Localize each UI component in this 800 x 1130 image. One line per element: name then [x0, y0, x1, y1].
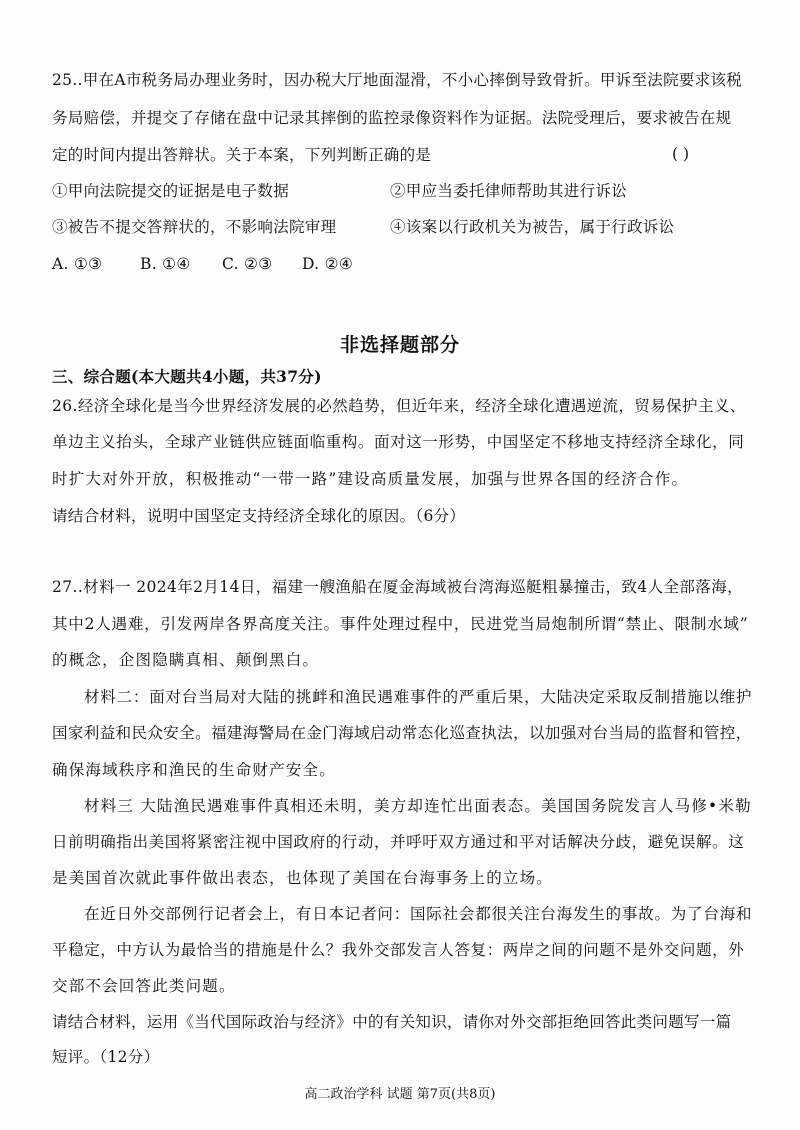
q26-line-3: 时扩大对外开放，积极推动“一带一路”建设高质量发展，加强与世界各国的经济合作。	[52, 470, 689, 488]
q25-option-2: ②甲应当委托律师帮助其进行诉讼	[390, 182, 628, 200]
q25-option-3: ③被告不提交答辩状的，不影响法院审理	[52, 218, 337, 236]
q27-question-line-1: 请结合材料，运用《当代国际政治与经济》中的有关知识，请你对外交部拒绝回答此类问题写一篇	[52, 1013, 732, 1031]
answer-bracket: ( )	[672, 145, 690, 163]
q27-para4-line-1: 在近日外交部例行记者会上，有日本记者问：国际社会都很关注台海发生的事故。为了台海和	[84, 905, 753, 923]
q27-para4-line-3: 交部不会回答此类问题。	[52, 977, 236, 995]
q26-question: 请结合材料，说明中国坚定支持经济全球化的原因。（6分）	[52, 507, 466, 525]
q27-material3-line-2: 日前明确指出美国将紧密注视中国政府的行动，并呼吁双方通过和平对话解决分歧，避免误解。这	[52, 833, 745, 851]
q27-material1-line-1: 27..材料一 2024年2月14日，福建一艘渔船在厦金海域被台湾海巡艇粗暴撞击，致4人全部落海，	[52, 578, 743, 596]
q27-material1-line-3: 的概念，企图隐瞒真相、颠倒黑白。	[52, 651, 320, 669]
q27-material2-line-1: 材料二：面对台当局对大陆的挑衅和渔民遇难事件的严重后果，大陆决定采取反制措施以维护	[84, 688, 753, 706]
q27-material3-line-3: 是美国首次就此事件做出表态，也体现了美国在台海事务上的立场。	[52, 869, 554, 887]
q27-material3-line-1: 材料三 大陆渔民遇难事件真相还未明，美方却连忙出面表态。美国国务院发言人马修•米勒	[84, 797, 752, 815]
q25-option-1: ①甲向法院提交的证据是电子数据	[52, 182, 290, 200]
q27-material2-line-3: 确保海域秩序和渔民的生命财产安全。	[52, 761, 336, 779]
q25-choice-c: C. ②③	[222, 255, 273, 273]
q26-line-2: 单边主义抬头，全球产业链供应链面临重构。面对这一形势，中国坚定不移地支持经济全球化，同	[52, 433, 745, 451]
section-title: 非选择题部分	[339, 334, 460, 356]
q27-question-line-2: 短评。（12分）	[52, 1048, 160, 1066]
q25-choice-d: D. ②④	[302, 255, 354, 273]
q27-material1-line-2: 其中2人遇难，引发两岸各界高度关注。事件处理过程中，民进党当局炮制所谓“禁止、限制水域”	[52, 615, 749, 633]
q26-line-1: 26.经济全球化是当今世界经济发展的必然趋势，但近年来，经济全球化遭遇逆流，贸易保护主义、	[52, 397, 746, 415]
q25-choice-a: A. ①③	[52, 255, 103, 273]
q25-line-1: 25..甲在A市税务局办理业务时，因办税大厅地面湿滑，不小心摔倒导致骨折。甲诉至法院要求该税	[52, 71, 743, 89]
page-footer: 高二政治学科 试题 第7页(共8页)	[304, 1087, 496, 1102]
q25-line-2: 务局赔偿，并提交了存储在盘中记录其摔倒的监控录像资料作为证据。法院受理后，要求被告在规	[52, 109, 732, 127]
q27-material2-line-2: 国家利益和民众安全。福建海警局在金门海域启动常态化巡查执法，以加强对台当局的监督和管控，	[52, 724, 752, 742]
q27-para4-line-2: 平稳定，中方认为最恰当的措施是什么？我外交部发言人答复：两岸之间的问题不是外交问题，外	[52, 941, 745, 959]
q25-option-4: ④该案以行政机关为被告，属于行政诉讼	[390, 218, 675, 236]
part3-title: 三、综合题(本大题共4小题，共37分)	[52, 367, 322, 386]
q25-line-3: 定的时间内提出答辩状。关于本案，下列判断正确的是	[52, 146, 432, 164]
q25-choice-b: B. ①④	[140, 255, 191, 273]
